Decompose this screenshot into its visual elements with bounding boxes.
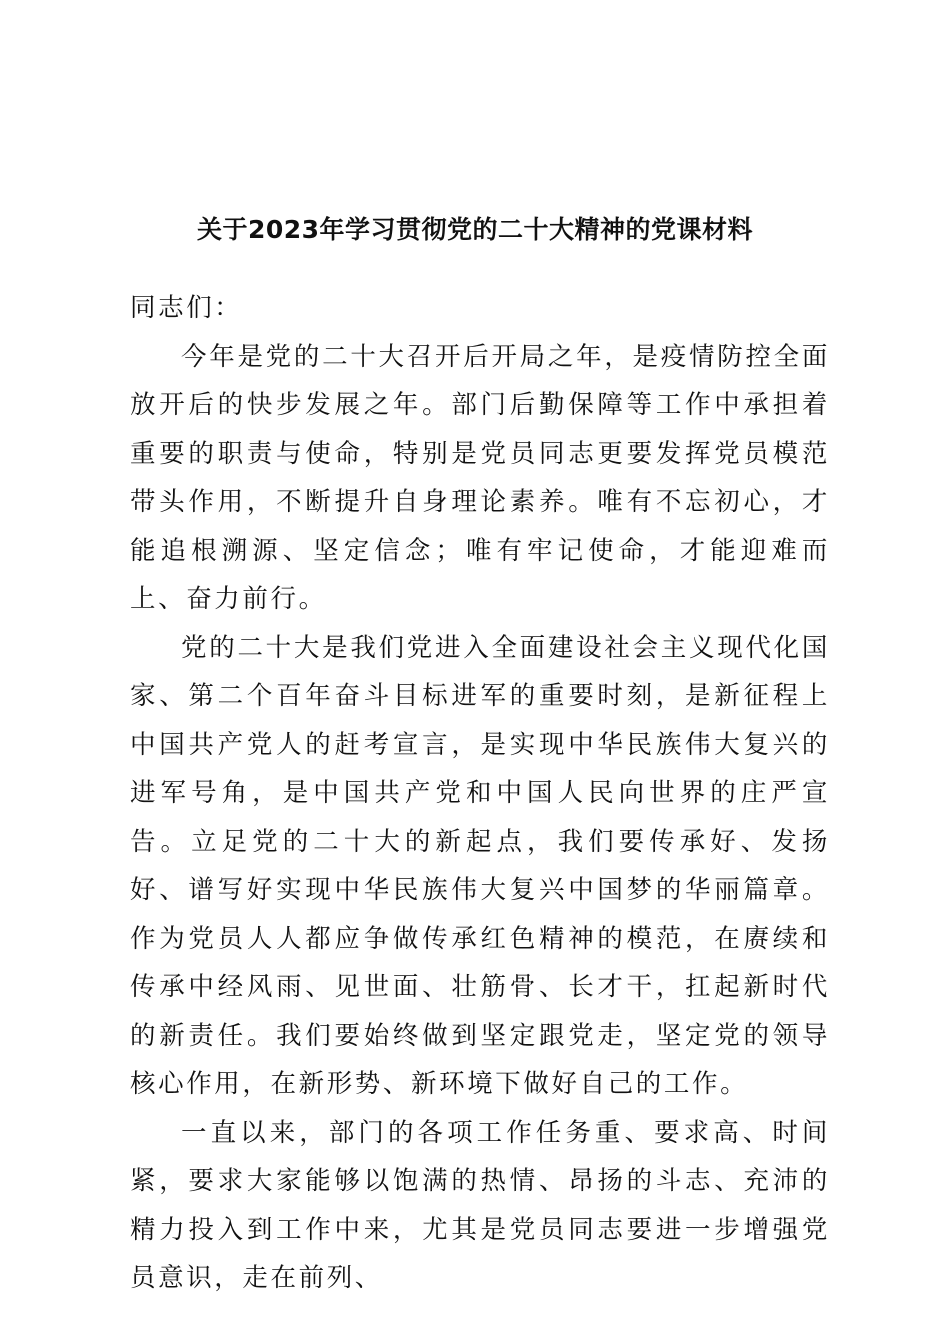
paragraph-3: 一直以来，部门的各项工作任务重、要求高、时间紧，要求大家能够以饱满的热情、昂扬的斗志、充沛的精力投入到工作中来，尤其是党员同志要进一步增强党员意识，走在前列、 bbox=[130, 1117, 830, 1293]
document-body bbox=[130, 284, 830, 1303]
salutation: 同志们： bbox=[130, 293, 243, 323]
document-title: 关于2023年学习贯彻党的二十大精神的党课材料 bbox=[196, 215, 754, 244]
paragraph-1: 今年是党的二十大召开后开局之年，是疫情防控全面放开后的快步发展之年。部门后勤保障等工作中承担着重要的职责与使命，特别是党员同志更要发挥党员模范带头作用，不断提升自身理论素养。唯有不忘初心，才能追根溯源、坚定信念；唯有牢记使命，才能迎难而上、奋力前行。 bbox=[130, 341, 830, 614]
paragraph-2: 党的二十大是我们党进入全面建设社会主义现代化国家、第二个百年奋斗目标进军的重要时刻，是新征程上中国共产党人的赶考宣言，是实现中华民族伟大复兴的进军号角，是中国共产党和中国人民向世界的庄严宣告。立足党的二十大的新起点，我们要传承好、发扬好、谱写好实现中华民族伟大复兴中国梦的华丽篇章。作为党员人人都应争做传承红色精神的模范，在赓续和传承中经风雨、见世面、壮筋骨、长才干，扛起新时代的新责任。我们要始终做到坚定跟党走，坚定党的领导核心作用，在新形势、新环境下做好自己的工作。 bbox=[130, 632, 830, 1099]
